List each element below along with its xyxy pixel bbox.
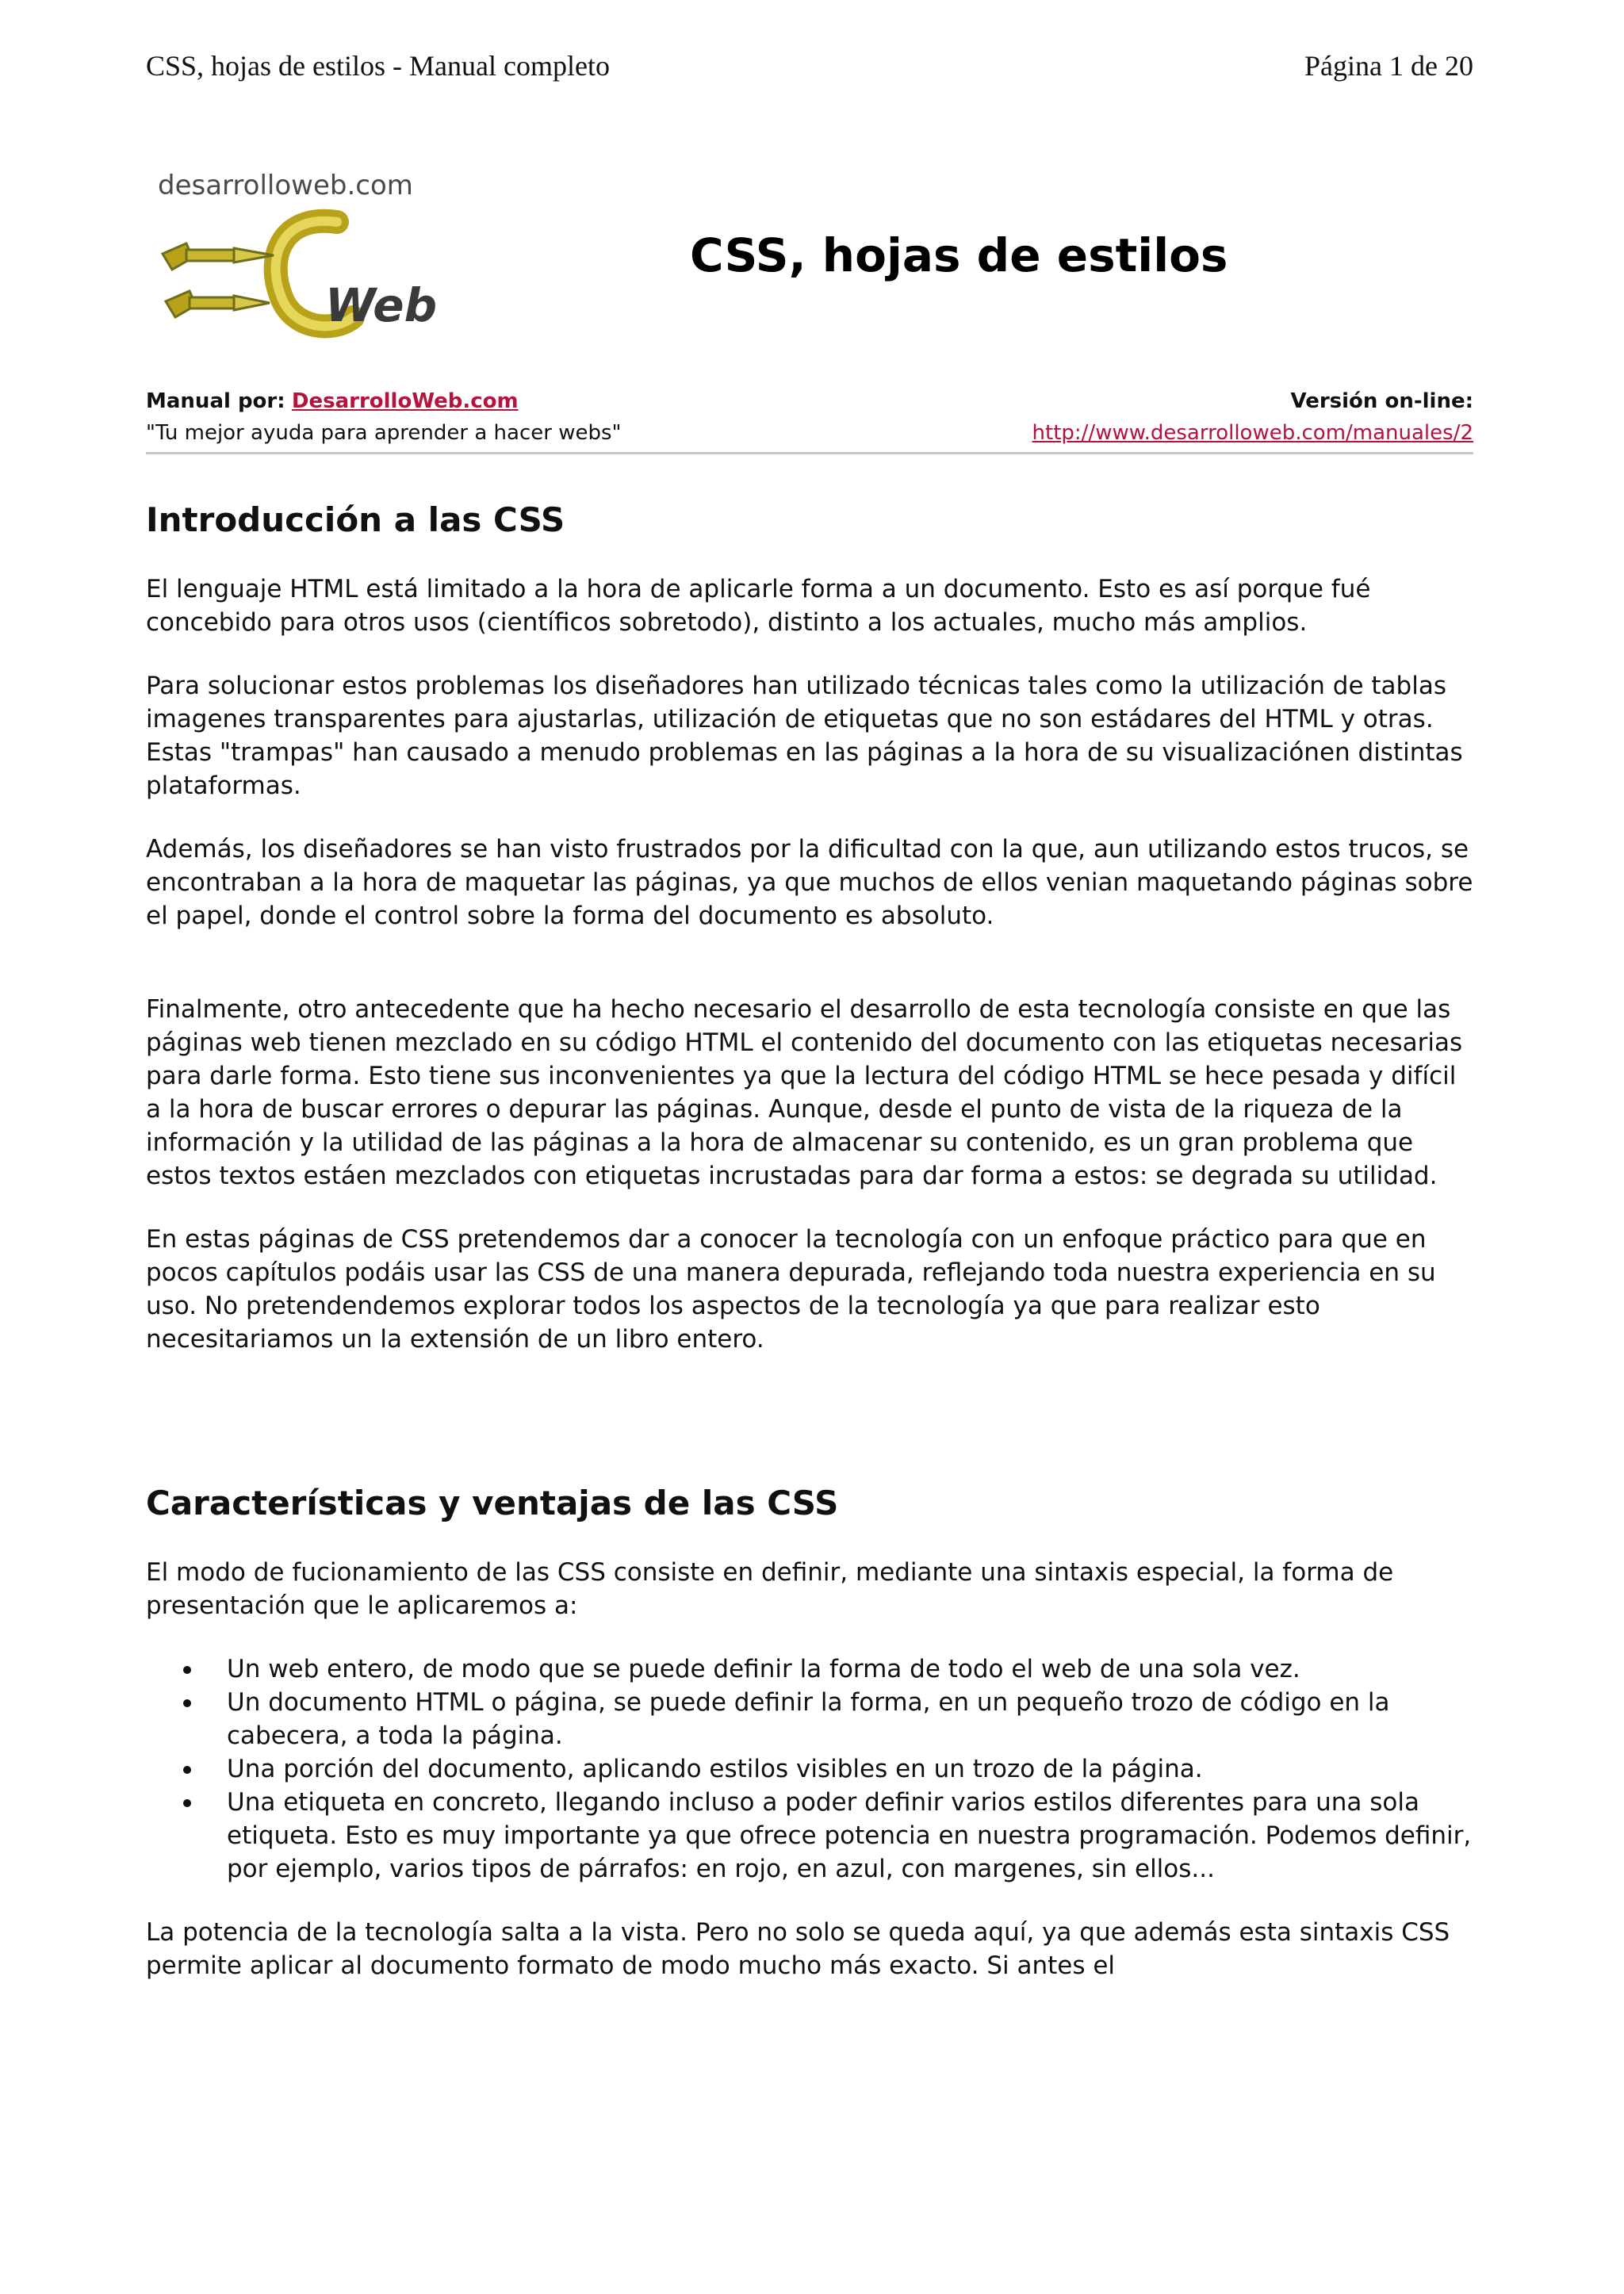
paragraph: La potencia de la tecnología salta a la vista. Pero no solo se queda aquí, ya que además esta sintaxis CSS permite aplicar al documento formato de modo mucho más exacto. Si antes el <box>146 1918 1450 1980</box>
paragraph: Finalmente, otro antecedente que ha hecho necesario el desarrollo de esta tecnología consiste en que las páginas web tienen mezclado en su código HTML el contenido del documento con las etiquetas necesarias para darle forma. Esto tiene sus inconvenientes ya que la lectura del código HTML se hece pesada y difícil a la hora de buscar errores o depurar las páginas. Aunque, desde el punto de vista de la riqueza de la información y la utilidad de las páginas a la hora de almacenar su contenido, es un gran problema que estos textos estáen mezclados con etiquetas incrustadas para dar forma a estos: se degrada su utilidad. <box>146 995 1463 1190</box>
document-title: CSS, hojas de estilos <box>690 228 1228 282</box>
logo-brand-text: desarrolloweb.com <box>158 170 413 201</box>
document-label: CSS, hojas de estilos - Manual completo <box>146 50 610 82</box>
feature-list <box>146 1653 1473 1886</box>
manual-credits <box>146 385 621 449</box>
list-item: Una porción del documento, aplicando estilos visibles en un trozo de la página. <box>227 1752 1473 1786</box>
paragraph: El modo de fucionamiento de las CSS consiste en definir, mediante una sintaxis especial, la forma de presentación que le aplicaremos a: <box>146 1558 1394 1620</box>
document-body <box>146 498 1473 1982</box>
list-item: Un documento HTML o página, se puede definir la forma, en un pequeño trozo de código en la cabecera, a toda la página. <box>227 1686 1473 1752</box>
list-item: Un web entero, de modo que se puede definir la forma de todo el web de una sola vez. <box>227 1653 1473 1686</box>
paragraph: El lenguaje HTML está limitado a la hora de aplicarle forma a un documento. Esto es así porque fué concebido para otros usos (científicos sobretodo), distinto a los actuales, mucho más amplios. <box>146 575 1371 637</box>
desarrolloweb-link[interactable]: DesarrolloWeb.com <box>291 389 519 413</box>
list-item: Una etiqueta en concreto, llegando incluso a poder definir varios estilos diferentes para una sola etiqueta. Esto es muy importante ya que ofrece potencia en nuestra programación. Podemos definir, por ejemplo, varios tipos de párrafos: en rojo, en azul, con margenes, sin ellos... <box>227 1786 1473 1886</box>
header-divider <box>146 452 1473 454</box>
version-label: Versión on-line: <box>1290 389 1473 413</box>
section-heading: Introducción a las CSS <box>146 500 565 539</box>
tagline: "Tu mejor ayuda para aprender a hacer webs" <box>146 421 622 445</box>
version-url-link[interactable]: http://www.desarrolloweb.com/manuales/2 <box>1032 421 1473 445</box>
manual-by-label: Manual por: <box>146 389 285 413</box>
logo-mark-text: Web <box>325 278 438 332</box>
section-heading: Características y ventajas de las CSS <box>146 1484 839 1522</box>
dart-icon <box>163 243 274 270</box>
desarrolloweb-logo <box>155 170 480 345</box>
page-indicator: Página 1 de 20 <box>1304 50 1473 82</box>
paragraph: En estas páginas de CSS pretendemos dar a conocer la tecnología con un enfoque práctico para que en pocos capítulos podáis usar las CSS de una manera depurada, reflejando toda nuestra experiencia en su uso. No pretendendemos explorar todos los aspectos de la tecnología ya que para realizar esto necesitariamos un la extensión de un libro entero. <box>146 1225 1436 1354</box>
online-version <box>1032 385 1473 449</box>
paragraph: Además, los diseñadores se han visto frustrados por la dificultad con la que, aun utilizando estos trucos, se encontraban a la hora de maquetar las páginas, ya que muchos de ellos venian maquetando páginas sobre el papel, donde el control sobre la forma del documento es absoluto. <box>146 835 1473 930</box>
paragraph: Para solucionar estos problemas los diseñadores han utilizado técnicas tales como la utilización de tablas imagenes transparentes para ajustarlas, utilización de etiquetas que no son estádares del HTML y otras. Estas "trampas" han causado a menudo problemas en las páginas a la hora de su visualizaciónen distintas plataformas. <box>146 672 1463 800</box>
running-header <box>146 49 1473 82</box>
dart-icon <box>166 291 270 317</box>
